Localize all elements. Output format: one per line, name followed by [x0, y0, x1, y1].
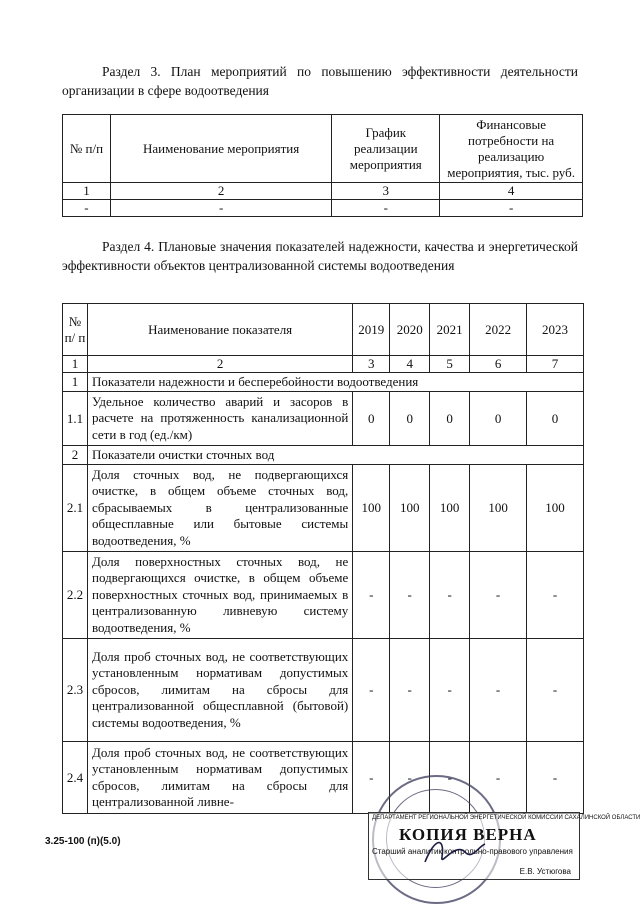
- col-year-header: 2022: [470, 304, 527, 356]
- stamp-person: Е.В. Устюгова: [519, 867, 571, 876]
- section4-table: [62, 303, 584, 814]
- value-cell: -: [353, 742, 390, 814]
- value-cell: 100: [353, 465, 390, 552]
- table-row: [63, 552, 584, 639]
- value-cell: -: [527, 742, 584, 814]
- section3-table: [62, 114, 583, 217]
- column-number-row: [63, 356, 584, 373]
- signature-icon: [420, 832, 490, 872]
- value-cell: -: [353, 639, 390, 742]
- table-cell: -: [440, 200, 583, 217]
- value-cell: 0: [430, 392, 470, 446]
- colnum-cell: 7: [527, 356, 584, 373]
- value-cell: -: [527, 639, 584, 742]
- section-row: [63, 446, 584, 465]
- value-cell: 100: [390, 465, 430, 552]
- table-row: [63, 200, 583, 217]
- value-cell: 100: [470, 465, 527, 552]
- col-year-header: 2021: [430, 304, 470, 356]
- col-year-header: 2020: [390, 304, 430, 356]
- table-row: [63, 742, 584, 814]
- col-finance-header: Финансовые потребности на реализацию мероприятия, тыс. руб.: [440, 115, 583, 183]
- col-event-name-header: Наименование мероприятия: [110, 115, 331, 183]
- table-header-row: [63, 304, 584, 356]
- value-cell: -: [527, 552, 584, 639]
- section3-heading: Раздел 3. План мероприятий по повышению эффективности деятельности организации в сфере водоотведения: [62, 64, 578, 98]
- row-number: 2.3: [63, 639, 88, 742]
- row-number: 2: [63, 446, 88, 465]
- value-cell: -: [470, 552, 527, 639]
- col-indicator-name-header: Наименование показателя: [87, 304, 352, 356]
- colnum-cell: 4: [390, 356, 430, 373]
- row-number: 2.2: [63, 552, 88, 639]
- stamp-role: Старший аналитик контрольно-правового управления: [372, 847, 573, 856]
- col-year-header: 2023: [527, 304, 584, 356]
- table-row: [63, 465, 584, 552]
- value-cell: 100: [430, 465, 470, 552]
- row-number: 1: [63, 373, 88, 392]
- colnum-cell: 6: [470, 356, 527, 373]
- column-number-row: [63, 183, 583, 200]
- col-year-header: 2019: [353, 304, 390, 356]
- value-cell: -: [390, 552, 430, 639]
- col-number-header: № п/п: [63, 115, 111, 183]
- section-row: [63, 373, 584, 392]
- colnum-cell: 2: [87, 356, 352, 373]
- indicator-name: Доля проб сточных вод, не соответствующих установленным нормативам допустимых сбросов, лимитам на сбросы для централизованной ливне-: [87, 742, 352, 814]
- table-row: [63, 639, 584, 742]
- value-cell: 100: [527, 465, 584, 552]
- row-number: 2.4: [63, 742, 88, 814]
- value-cell: 0: [527, 392, 584, 446]
- table-cell: -: [63, 200, 111, 217]
- colnum-cell: 1: [63, 356, 88, 373]
- table-cell: -: [332, 200, 440, 217]
- indicator-name: Доля проб сточных вод, не соответствующих установленным нормативам допустимых сбросов, лимитам на сбросы для централизованной общесплавной (бытовой) системы водоотведения, %: [87, 639, 352, 742]
- indicator-name: Доля поверхностных сточных вод, не подвергающихся очистке, в общем объеме поверхностных сточных вод, принимаемых в централизованную ливневую систему водоотведения, %: [87, 552, 352, 639]
- row-number: 2.1: [63, 465, 88, 552]
- value-cell: 0: [470, 392, 527, 446]
- colnum-cell: 1: [63, 183, 111, 200]
- value-cell: -: [430, 639, 470, 742]
- colnum-cell: 3: [353, 356, 390, 373]
- indicator-name: Удельное количество аварий и засоров в расчете на протяженность канализационной сети в год (ед./км): [87, 392, 352, 446]
- value-cell: -: [470, 639, 527, 742]
- table-header-row: [63, 115, 583, 183]
- colnum-cell: 2: [110, 183, 331, 200]
- section-title: Показатели очистки сточных вод: [87, 446, 583, 465]
- col-schedule-header: График реализации мероприятия: [332, 115, 440, 183]
- section-title: Показатели надежности и бесперебойности водоотведения: [87, 373, 583, 392]
- value-cell: -: [353, 552, 390, 639]
- value-cell: 0: [353, 392, 390, 446]
- col-number-header: № п/ п: [63, 304, 88, 356]
- value-cell: -: [430, 742, 470, 814]
- stamp-copy-text: КОПИЯ ВЕРНА: [399, 825, 537, 844]
- stamp-organization: ДЕПАРТАМЕНТ РЕГИОНАЛЬНОЙ ЭНЕРГЕТИЧЕСКОЙ КОМИССИИ САХАЛИНСКОЙ ОБЛАСТИ: [372, 815, 640, 821]
- colnum-cell: 5: [430, 356, 470, 373]
- document-code: 3.25-100 (п)(5.0): [45, 836, 121, 847]
- section4-heading: Раздел 4. Плановые значения показателей надежности, качества и энергетической эффективности объектов централизованной системы водоотведения: [62, 239, 578, 273]
- colnum-cell: 3: [332, 183, 440, 200]
- value-cell: 0: [390, 392, 430, 446]
- table-row: [63, 392, 584, 446]
- value-cell: -: [430, 552, 470, 639]
- colnum-cell: 4: [440, 183, 583, 200]
- value-cell: -: [390, 742, 430, 814]
- table-cell: -: [110, 200, 331, 217]
- indicator-name: Доля сточных вод, не подвергающихся очистке, в общем объеме сточных вод, сбрасываемых в централизованные общесплавные или бытовые системы водоотведения, %: [87, 465, 352, 552]
- value-cell: -: [470, 742, 527, 814]
- row-number: 1.1: [63, 392, 88, 446]
- value-cell: -: [390, 639, 430, 742]
